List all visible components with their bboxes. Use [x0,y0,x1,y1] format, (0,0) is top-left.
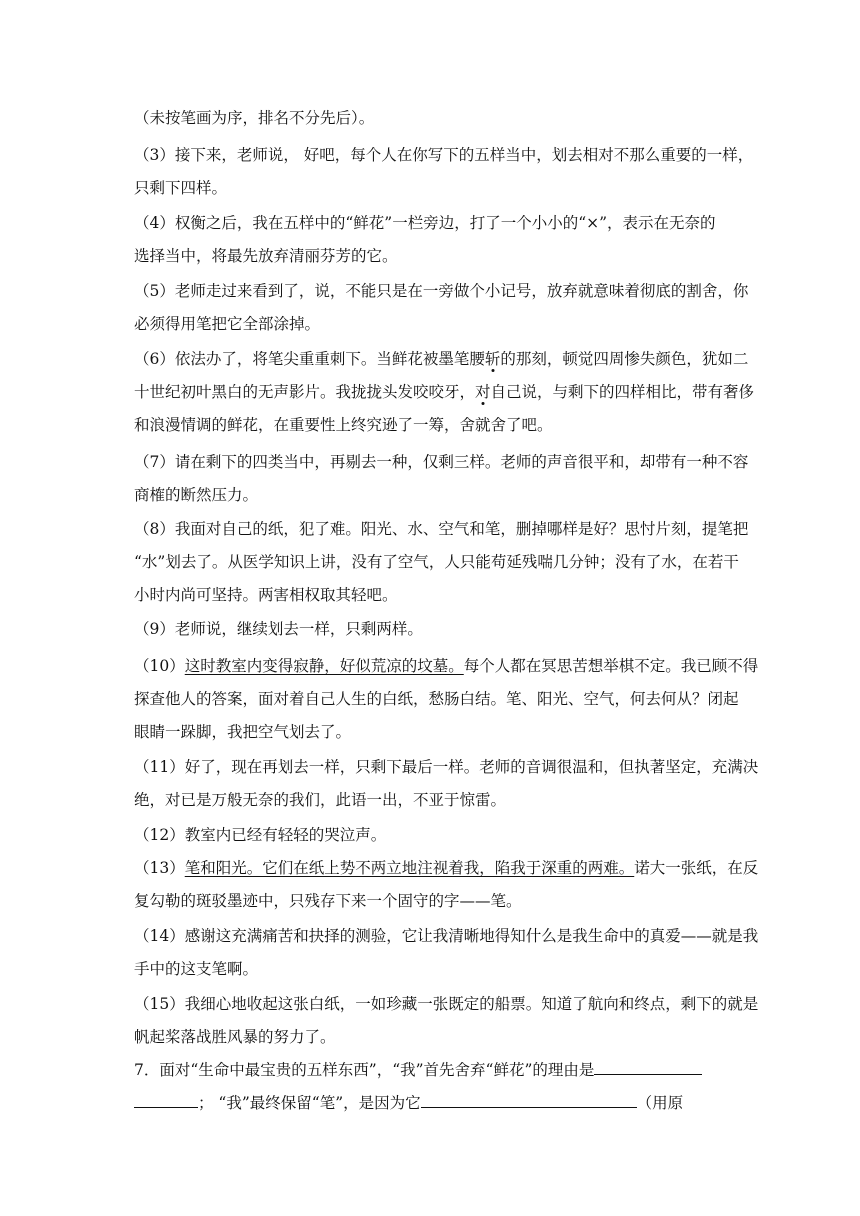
underlined-sentence: 这时教室内变得寂静，好似荒凉的坟墓。 [184,657,464,675]
text-line: （7）请在剩下的四类当中，再剔去一种，仅剩三样。老师的声音很平和，却带有一种不容 [134,453,749,471]
text-span: 自己说，与剩下的四样相比，带有奢侈 [490,383,755,401]
text-line: （4）权衡之后，我在五样中的“鲜花”一栏旁边，打了一个小小的“×”，表示在无奈的 [134,214,716,232]
paragraph-7 [134,446,749,512]
text-span: 每个人都在冥思苦想举棋不定。我已顾不得 [463,657,759,675]
text-line: 和浪漫情调的鲜花，在重要性上终究逊了一筹，舍就舍了吧。 [134,416,553,434]
text-line: 复勾勒的斑驳墨迹中，只残存下来一个固守的字——笔。 [134,892,522,910]
text-line: 选择当中，将最先放弃清丽芬芳的它。 [134,247,398,265]
paragraph-8 [134,513,749,612]
text-line: 探查他人的答案，面对着自己人生的白纸，愁肠白结。笔、阳光、空气，何去何从？闭起 [134,690,739,708]
paragraph-11 [134,751,759,817]
paragraph-6 [134,343,755,442]
text-line: （9）老师说，继续划去一样，只剩两样。 [134,620,423,638]
text-line: “水”划去了。从医学知识上讲，没有了空气，人只能苟延残喘几分钟；没有了水，在若干 [134,553,739,571]
emphasis-dot-char: 斩 [484,350,501,368]
paragraph-14 [134,920,759,986]
text-line: 小时内尚可坚持。两害相权取其轻吧。 [134,586,398,604]
text-line: （15）我细心地收起这张白纸，一如珍藏一张既定的船票。知道了航向和终点，剩下的就是 [134,995,759,1013]
question-text: ； “我”最终保留“笔”，是因为它 [198,1094,421,1112]
text-line: 眼睛一跺脚，我把空气划去了。 [134,723,352,741]
text-line: （8）我面对自己的纸，犯了难。阳光、水、空气和笔，删掉哪样是好？思忖片刻，提笔把 [134,520,749,538]
answer-blank-1b[interactable] [134,1089,198,1108]
text-span: （6）依法办了，将笔尖重重刺下。当鲜花被墨笔腰 [134,350,485,368]
text-span: 诺大一张纸，在反 [634,859,759,877]
paragraph-5 [134,275,749,341]
question-text: 7．面对“生命中最宝贵的五样东西”，“我”首先舍弃“鲜花”的理由是 [134,1061,595,1079]
text-line: 必须得用笔把它全部涂掉。 [134,315,321,333]
text-line: 商榷的断然压力。 [134,486,259,504]
text-line: （14）感谢这充满痛苦和抉择的测验，它让我清晰地得知什么是我生命中的真爱——就是我 [134,927,759,945]
text-line: （11）好了，现在再划去一样，只剩下最后一样。老师的音调很温和，但执著坚定，充满决 [134,758,759,776]
text-span: （13） [134,859,185,877]
text-line: 绝，对已是万般无奈的我们，此语一出，不亚于惊雷。 [134,791,507,809]
text-line: 手中的这支笔啊。 [134,960,259,978]
text-line: 帆起桨落战胜风暴的努力了。 [134,1028,336,1046]
paragraph-4 [134,207,734,273]
text-span: 十世纪初叶黑白的无声影片。我拢拢头发咬咬牙， [134,383,476,401]
paragraph-9 [134,613,734,646]
text-line [134,343,749,376]
paragraph-intro-tail [134,102,734,135]
text-span: （10） [134,657,185,675]
text-line: （3）接下来，老师说， 好吧，每个人在你写下的五样当中，划去相对不那么重要的一样， [134,146,754,164]
text-line [134,376,755,409]
question-7 [134,1054,734,1120]
text-line: （未按笔画为序，排名不分先后）。 [134,109,375,127]
answer-blank-1a[interactable] [594,1056,702,1075]
text-span: 的那刻，顿觉四周惨失颜色，犹如二 [500,350,749,368]
underlined-sentence: 笔和阳光。它们在纸上势不两立地注视着我，陷我于深重的两难。 [184,859,635,877]
question-line [134,1087,734,1120]
question-line [134,1054,734,1087]
text-line: （5）老师走过来看到了，说，不能只是在一旁做个小记号，放弃就意味着彻底的割舍，你 [134,282,749,300]
text-line [134,650,759,683]
paragraph-3 [134,139,754,205]
paragraph-15 [134,988,759,1054]
text-line [134,852,759,885]
text-line: 只剩下四样。 [134,179,228,197]
paragraph-12 [134,819,734,852]
paragraph-13 [134,852,759,918]
answer-blank-2[interactable] [421,1089,637,1108]
text-line: （12）教室内已经有轻轻的哭泣声。 [134,826,387,844]
emphasis-dot-char: 对 [475,383,491,401]
paragraph-10 [134,650,759,749]
question-text: （用原 [636,1094,684,1112]
